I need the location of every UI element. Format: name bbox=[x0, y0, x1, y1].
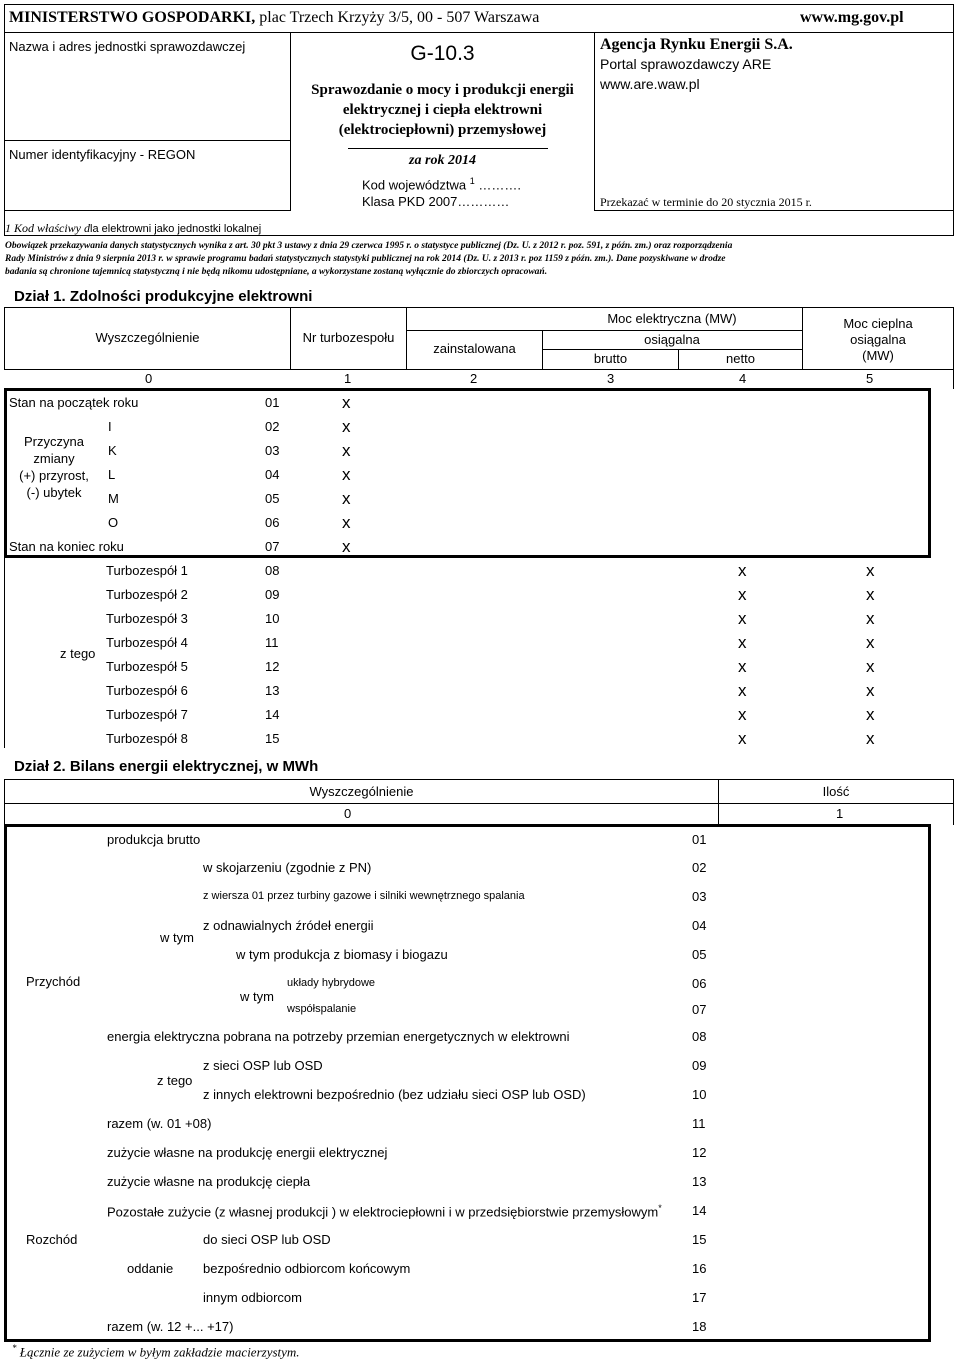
d1-hdr-moc-cieplna-1: Moc cieplna bbox=[843, 316, 913, 331]
d1-turbo-label: Turbozespół 1 bbox=[106, 563, 188, 578]
row-number: 03 bbox=[692, 889, 707, 904]
x-mark: x bbox=[738, 585, 747, 604]
x-mark: x bbox=[342, 441, 351, 460]
x-mark: x bbox=[866, 729, 875, 748]
kod-wojewodztwa bbox=[362, 176, 521, 192]
ministry-name: MINISTERSTWO GOSPODARKI, bbox=[9, 9, 256, 26]
row-number: 04 bbox=[692, 918, 707, 933]
x-mark: x bbox=[342, 537, 351, 556]
obligation-line-3: badania są chronione tajemnicą statystyczną i nie będą nikomu udostępniane, a wykorzystane zostaną wyłącznie do zbiorczych opracowań. bbox=[5, 267, 548, 277]
row-number: 09 bbox=[692, 1058, 707, 1073]
d1-row-label: M bbox=[108, 491, 119, 506]
d1-przyczyna-3: (+) przyrost, bbox=[19, 468, 89, 483]
row-number: 17 bbox=[692, 1290, 707, 1305]
dzial1-title: Dział 1. Zdolności produkcyjne elektrowni bbox=[14, 288, 313, 305]
row-number: 15 bbox=[265, 731, 280, 746]
d2-w-tym: w tym bbox=[160, 930, 194, 945]
d1-turbo-label: Turbozespół 3 bbox=[106, 611, 188, 626]
x-mark: x bbox=[866, 633, 875, 652]
d2-row-label: współspalanie bbox=[287, 1003, 357, 1015]
d1-row-label: I bbox=[108, 419, 112, 434]
x-mark: x bbox=[342, 393, 351, 412]
footnote-star bbox=[12, 1343, 300, 1360]
d2-row-label: układy hybrydowe bbox=[287, 977, 376, 989]
d2-oddanie: oddanie bbox=[127, 1261, 174, 1276]
row-number: 05 bbox=[692, 947, 707, 962]
deadline: Przekazać w terminie do 20 stycznia 2015 r. bbox=[600, 195, 812, 209]
row-number: 02 bbox=[692, 860, 707, 875]
row-number: 05 bbox=[265, 491, 280, 506]
d2-row-label: do sieci OSP lub OSD bbox=[203, 1232, 331, 1247]
row-number: 01 bbox=[692, 832, 707, 847]
row-number: 18 bbox=[692, 1319, 707, 1334]
kod-sup: 1 bbox=[469, 176, 475, 186]
dzial2-title: Dział 2. Bilans energii elektrycznej, w MWh bbox=[14, 758, 319, 775]
d2-row-label-14 bbox=[107, 1203, 662, 1219]
ministry-line bbox=[9, 9, 539, 27]
ministry-website[interactable]: www.mg.gov.pl bbox=[800, 9, 904, 26]
x-mark: x bbox=[866, 585, 875, 604]
row-number: 09 bbox=[265, 587, 280, 602]
x-mark: x bbox=[866, 681, 875, 700]
report-title-line-2: elektrycznej i ciepła elektrowni bbox=[342, 102, 543, 118]
d1-turbo-label: Turbozespół 7 bbox=[106, 707, 188, 722]
star-mark: * bbox=[658, 1203, 662, 1213]
d2-row-label: razem (w. 01 +08) bbox=[107, 1116, 212, 1131]
d2-row-label: z sieci OSP lub OSD bbox=[203, 1058, 323, 1073]
d2-row-label: zużycie własne na produkcję ciepła bbox=[107, 1174, 311, 1189]
d2-row-label: razem (w. 12 +... +17) bbox=[107, 1319, 234, 1334]
d2-colnum-1: 1 bbox=[836, 806, 844, 821]
d2-z-tego: z tego bbox=[157, 1073, 193, 1088]
row-number: 02 bbox=[265, 419, 280, 434]
x-mark: x bbox=[738, 681, 747, 700]
d2-row-label: Pozostałe zużycie (z własnej produkcji ) w elektrociepłowni i w przedsiębiorstwie przemysłowym bbox=[107, 1204, 659, 1220]
d2-rozchod: Rozchód bbox=[26, 1232, 78, 1247]
agency-website[interactable]: www.are.waw.pl bbox=[600, 76, 700, 92]
d1-hdr-wyszczegolnienie: Wyszczególnienie bbox=[95, 330, 200, 345]
footnote-star-mark: * bbox=[12, 1343, 17, 1353]
agency-portal: Portal sprawozdawczy ARE bbox=[600, 56, 772, 72]
d1-przyczyna-1: Przyczyna bbox=[24, 434, 84, 449]
d2-row-label: z innych elektrowni bezpośrednio (bez udziału sieci OSP lub OSD) bbox=[203, 1087, 586, 1102]
x-mark: x bbox=[866, 561, 875, 580]
row-number: 10 bbox=[692, 1087, 707, 1102]
row-number: 06 bbox=[692, 976, 707, 991]
report-title-line-1: Sprawozdanie o mocy i produkcji energii bbox=[311, 82, 574, 98]
row-number: 06 bbox=[265, 515, 280, 530]
d1-hdr-moc-cieplna bbox=[803, 316, 953, 364]
d1-przyczyna-4: (-) ubytek bbox=[26, 485, 82, 500]
d1-row-label: L bbox=[108, 467, 116, 482]
d2-row-label: z wiersza 01 przez turbiny gazowe i silniki wewnętrznego spalania bbox=[203, 890, 525, 902]
d2-hdr-ilosc: Ilość bbox=[822, 784, 850, 799]
d1-colnum: 3 bbox=[607, 371, 615, 386]
obligation-note bbox=[5, 240, 732, 279]
d1-stan-poczatek: Stan na początek roku bbox=[9, 395, 139, 410]
d1-hdr-moc-cieplna-3: (MW) bbox=[862, 348, 894, 363]
d1-colnum: 1 bbox=[344, 371, 352, 386]
d2-row-label: z odnawialnych źródeł energii bbox=[203, 918, 374, 933]
row-number: 07 bbox=[692, 1002, 707, 1017]
x-mark: x bbox=[738, 705, 747, 724]
report-year: za rok 2014 bbox=[409, 153, 476, 168]
d1-przyczyna-2: zmiany bbox=[33, 451, 75, 466]
d1-przyczyna-zmiany bbox=[8, 433, 100, 501]
report-title bbox=[291, 80, 594, 140]
d1-row-label: O bbox=[108, 515, 119, 530]
d2-row-label: w tym produkcja z biomasy i biogazu bbox=[236, 947, 448, 962]
row-number: 13 bbox=[692, 1174, 707, 1189]
d1-hdr-moc-elektryczna: Moc elektryczna (MW) bbox=[607, 311, 737, 326]
klasa-pkd: Klasa PKD 2007………… bbox=[362, 194, 510, 209]
row-number: 07 bbox=[265, 539, 280, 554]
x-mark: x bbox=[738, 657, 747, 676]
row-number: 16 bbox=[692, 1261, 707, 1276]
form-code: G-10.3 bbox=[410, 42, 475, 65]
d1-colnum: 5 bbox=[866, 371, 874, 386]
x-mark: x bbox=[342, 489, 351, 508]
d1-turbo-label: Turbozespół 2 bbox=[106, 587, 188, 602]
row-number: 13 bbox=[265, 683, 280, 698]
d1-hdr-osiagalna: osiągalna bbox=[644, 332, 700, 347]
d1-row-label: K bbox=[108, 443, 117, 458]
obligation-line-1: Obowiązek przekazywania danych statystycznych wynika z art. 30 pkt 3 ustawy z dnia 29 czerwca 1995 r. o statystyce publicznej (Dz. U. z 2012 r. poz. 591, z późn. zm.) oraz rozporządzenia bbox=[5, 241, 733, 251]
d1-turbo-label: Turbozespół 5 bbox=[106, 659, 188, 674]
d1-z-tego: z tego bbox=[60, 646, 96, 661]
footnote-1-part-b: la elektrowni jako jednostki lokalnej bbox=[90, 223, 262, 235]
footnote-1 bbox=[5, 221, 261, 236]
d1-turbo-label: Turbozespół 6 bbox=[106, 683, 188, 698]
footnote-1-part-a: 1 Kod właściwy d bbox=[5, 221, 91, 235]
d2-row-label: energia elektryczna pobrana na potrzeby przemian energetycznych w elektrowni bbox=[107, 1029, 570, 1044]
d2-w-tym-inner: w tym bbox=[240, 989, 274, 1004]
row-number: 14 bbox=[692, 1203, 707, 1218]
row-number: 03 bbox=[265, 443, 280, 458]
x-mark: x bbox=[866, 705, 875, 724]
d2-colnum-0: 0 bbox=[344, 806, 352, 821]
agency-name: Agencja Rynku Energii S.A. bbox=[600, 36, 793, 53]
d1-hdr-netto: netto bbox=[726, 351, 755, 366]
x-mark: x bbox=[342, 465, 351, 484]
d1-hdr-moc-cieplna-2: osiągalna bbox=[850, 332, 906, 347]
d2-row-label: produkcja brutto bbox=[107, 832, 201, 847]
x-mark: x bbox=[866, 657, 875, 676]
d2-row-label: innym odbiorcom bbox=[203, 1290, 302, 1305]
row-number: 04 bbox=[265, 467, 280, 482]
row-number: 08 bbox=[265, 563, 280, 578]
kod-label: Kod województwa bbox=[362, 177, 467, 193]
d2-row-label: w skojarzeniu (zgodnie z PN) bbox=[203, 860, 372, 875]
x-mark: x bbox=[738, 729, 747, 748]
d1-hdr-brutto: brutto bbox=[593, 351, 628, 366]
d1-hdr-zainstalowana: zainstalowana bbox=[433, 341, 516, 356]
row-number: 12 bbox=[692, 1145, 707, 1160]
d1-stan-koniec: Stan na koniec roku bbox=[9, 539, 124, 554]
unit-name-label: Nazwa i adres jednostki sprawozdawczej bbox=[9, 39, 246, 54]
x-mark: x bbox=[738, 633, 747, 652]
row-number: 11 bbox=[692, 1116, 706, 1131]
x-mark: x bbox=[342, 513, 351, 532]
d2-przychod: Przychód bbox=[26, 974, 81, 989]
x-mark: x bbox=[738, 609, 747, 628]
d1-turbo-label: Turbozespół 8 bbox=[106, 731, 188, 746]
obligation-line-2: Rady Ministrów z dnia 9 sierpnia 2013 r. w sprawie programu badań statystycznych statystyki publicznej na rok 2014 (Dz. U. z 2013 r. poz 1159 z późn. zm.). Dane pozyskiwane w drodze bbox=[5, 254, 726, 264]
d2-row-label: bezpośrednio odbiorcom końcowym bbox=[203, 1261, 411, 1276]
row-number: 12 bbox=[265, 659, 280, 674]
kod-dots: ………. bbox=[474, 177, 521, 193]
row-number: 01 bbox=[265, 395, 280, 410]
footnote-star-text: Łącznie ze zużyciem w byłym zakładzie macierzystym. bbox=[19, 1344, 300, 1360]
row-number: 11 bbox=[265, 635, 279, 650]
d1-colnum: 0 bbox=[145, 371, 153, 386]
x-mark: x bbox=[738, 561, 747, 580]
x-mark: x bbox=[342, 417, 351, 436]
report-title-line-3: (elektrociepłowni) przemysłowej bbox=[338, 122, 547, 138]
d1-turbo-label: Turbozespół 4 bbox=[106, 635, 188, 650]
d1-colnum: 2 bbox=[470, 371, 478, 386]
d2-row-label: zużycie własne na produkcję energii elektrycznej bbox=[107, 1145, 388, 1160]
row-number: 08 bbox=[692, 1029, 707, 1044]
d1-colnum: 4 bbox=[739, 371, 747, 386]
row-number: 15 bbox=[692, 1232, 707, 1247]
d1-hdr-nr-turbozespolu: Nr turbozespołu bbox=[302, 330, 395, 345]
ministry-address: plac Trzech Krzyży 3/5, 00 - 507 Warszawa bbox=[259, 9, 540, 26]
row-number: 14 bbox=[265, 707, 280, 722]
regon-label: Numer identyfikacyjny - REGON bbox=[9, 147, 196, 162]
row-number: 10 bbox=[265, 611, 280, 626]
d2-hdr-wyszczegolnienie: Wyszczególnienie bbox=[309, 784, 414, 799]
x-mark: x bbox=[866, 609, 875, 628]
